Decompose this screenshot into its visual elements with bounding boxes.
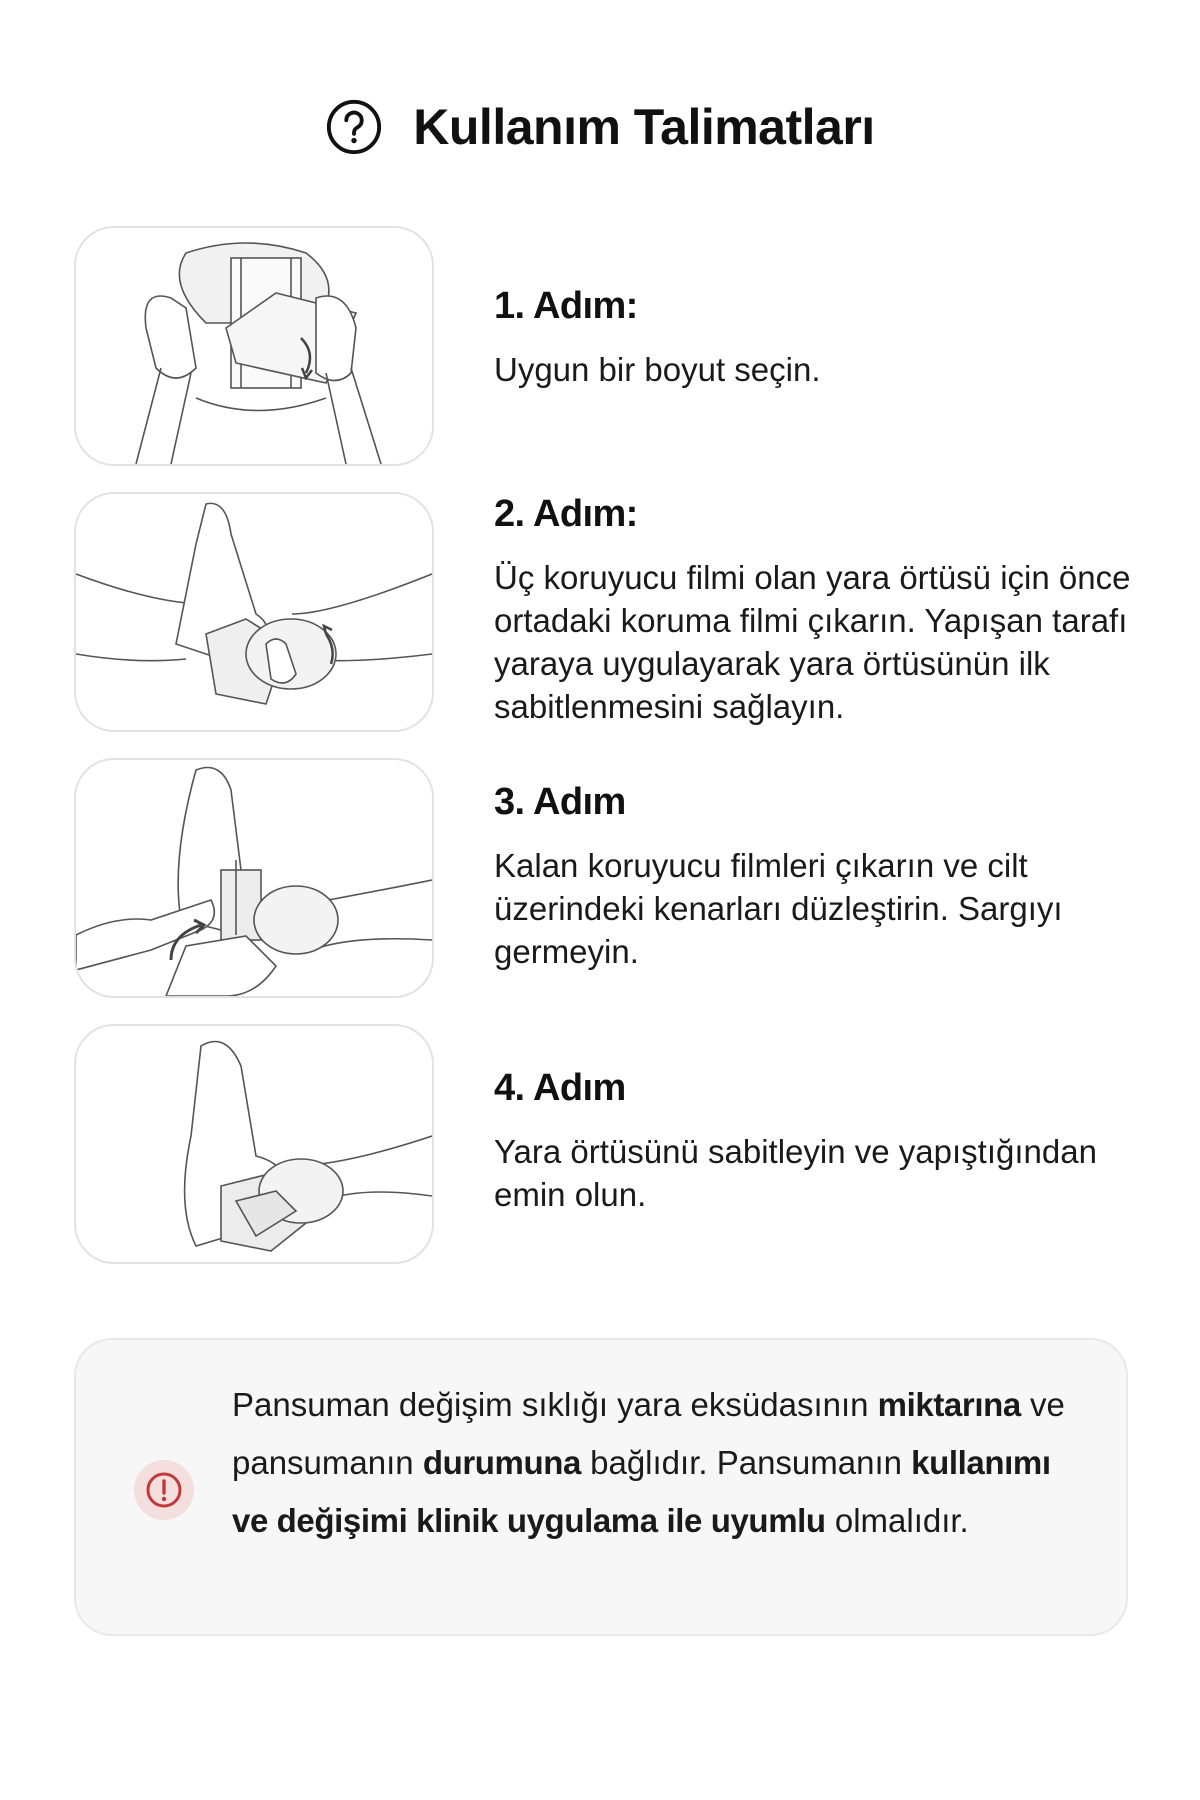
step-2-illustration (74, 492, 434, 732)
note-text: Pansuman değişim sıklığı yara eksüdasının miktarına ve pansumanın durumuna bağlıdır. Pansumanın kullanımı ve değişimi klinik uygulama ile uyumlu olmalıdır. (232, 1386, 1065, 1539)
step-4-title: 4. Adım (494, 1067, 626, 1109)
step-3-illustration (74, 758, 434, 998)
step-3-description: Kalan koruyucu filmleri çıkarın ve cilt üzerindeki kenarları düzleştirin. Sargıyı germeyin. (494, 847, 1063, 970)
page-header (0, 92, 1200, 162)
page-title: Kullanım Talimatları (413, 99, 875, 155)
step-1-description: Uygun bir boyut seçin. (494, 351, 821, 388)
step-2-description: Üç koruyucu filmi olan yara örtüsü için önce ortadaki koruma filmi çıkarın. Yapışan tarafı yaraya uygulayarak yara örtüsünün ilk sabitlenmesini sağlayın. (494, 559, 1131, 725)
step-4-illustration (74, 1024, 434, 1264)
step-2 (74, 492, 1174, 732)
step-4 (74, 1024, 1174, 1264)
usage-note (74, 1338, 1128, 1636)
step-3-title: 3. Adım (494, 781, 626, 823)
step-4-description: Yara örtüsünü sabitleyin ve yapıştığından emin olun. (494, 1133, 1097, 1213)
step-1-illustration (74, 226, 434, 466)
alert-circle-icon (134, 1460, 194, 1520)
step-1 (74, 226, 1174, 466)
question-circle-icon (325, 98, 383, 156)
step-3 (74, 758, 1174, 998)
step-1-title: 1. Adım: (494, 285, 638, 327)
step-2-title: 2. Adım: (494, 493, 638, 535)
